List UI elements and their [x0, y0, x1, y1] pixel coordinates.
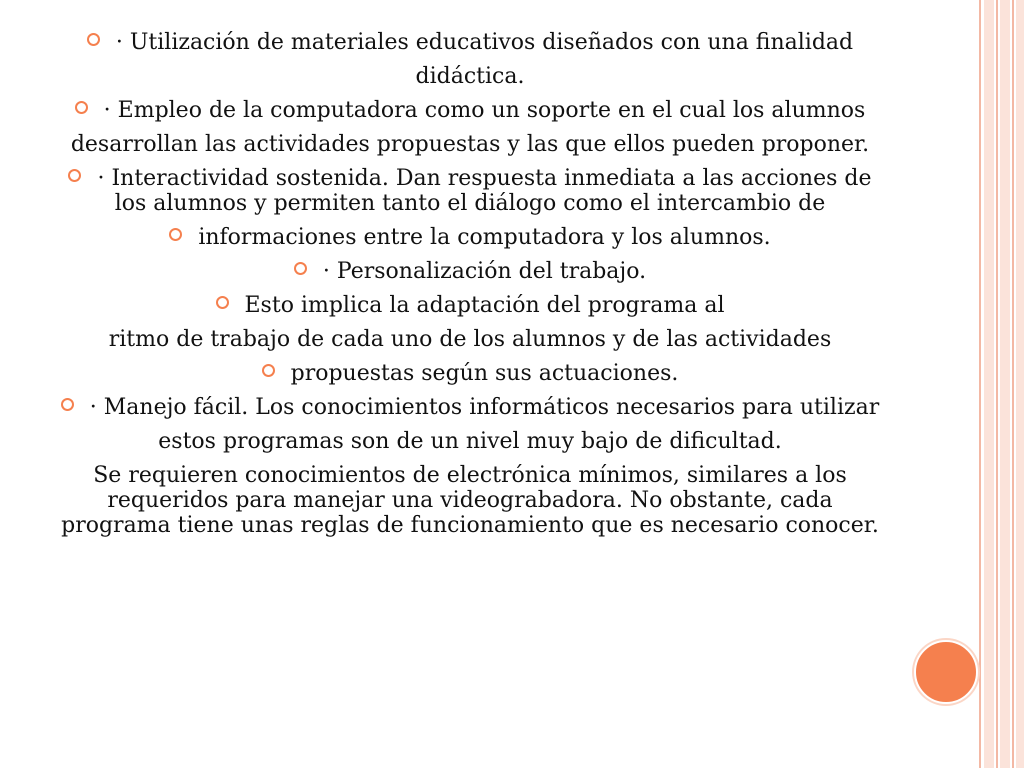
paragraph: [60, 293, 880, 318]
bullet-ring-icon: [216, 296, 229, 309]
paragraph-text: · Interactividad sostenida. Dan respuesta inmediata a las acciones de los alumnos y permiten tanto el diálogo como el intercambio de: [97, 166, 872, 216]
paragraph: [60, 463, 880, 538]
paragraph: [60, 225, 880, 250]
bullet-ring-icon: [75, 101, 88, 114]
decorative-stripe: [979, 0, 981, 768]
paragraph-text: · Manejo fácil. Los conocimientos informáticos necesarios para utilizar: [89, 395, 880, 420]
paragraph: [60, 98, 880, 123]
decorative-stripe: [996, 0, 998, 768]
bullet-ring-icon: [169, 228, 182, 241]
paragraph: [60, 259, 880, 284]
paragraph-text: propuestas según sus actuaciones.: [290, 361, 679, 386]
decorative-stripe: [1016, 0, 1024, 768]
paragraph-text: ritmo de trabajo de cada uno de los alumnos y de las actividades: [108, 327, 832, 352]
paragraph-text: informaciones entre la computadora y los alumnos.: [198, 225, 771, 250]
bullet-ring-icon: [87, 33, 100, 46]
paragraph-text: desarrollan las actividades propuestas y las que ellos pueden proponer.: [70, 132, 870, 157]
bullet-ring-icon: [68, 169, 81, 182]
paragraph-text: Esto implica la adaptación del programa al: [244, 293, 725, 318]
paragraph: [60, 361, 880, 386]
paragraph: [60, 429, 880, 454]
bullet-ring-icon: [262, 364, 275, 377]
paragraph-text: · Empleo de la computadora como un soporte en el cual los alumnos: [103, 98, 866, 123]
decorative-stripe: [1012, 0, 1014, 768]
decorative-stripe: [984, 0, 994, 768]
bullet-ring-icon: [61, 398, 74, 411]
paragraph: [60, 166, 880, 216]
paragraph-text: Se requieren conocimientos de electrónica mínimos, similares a los requeridos para manejar una videograbadora. No obstante, cada programa tiene unas reglas de funcionamiento que es necesario conocer.: [61, 463, 879, 538]
slide-body: [60, 30, 880, 547]
paragraph-text: didáctica.: [415, 64, 525, 89]
paragraph: [60, 64, 880, 89]
bullet-ring-icon: [294, 262, 307, 275]
decorative-stripe: [1000, 0, 1010, 768]
paragraph: [60, 395, 880, 420]
paragraph-text: · Utilización de materiales educativos diseñados con una finalidad: [115, 30, 854, 55]
decorative-circle: [914, 640, 978, 704]
paragraph-text: estos programas son de un nivel muy bajo de dificultad.: [158, 429, 782, 454]
paragraph: [60, 327, 880, 352]
paragraph-text: · Personalización del trabajo.: [322, 259, 647, 284]
paragraph: [60, 132, 880, 157]
paragraph: [60, 30, 880, 55]
